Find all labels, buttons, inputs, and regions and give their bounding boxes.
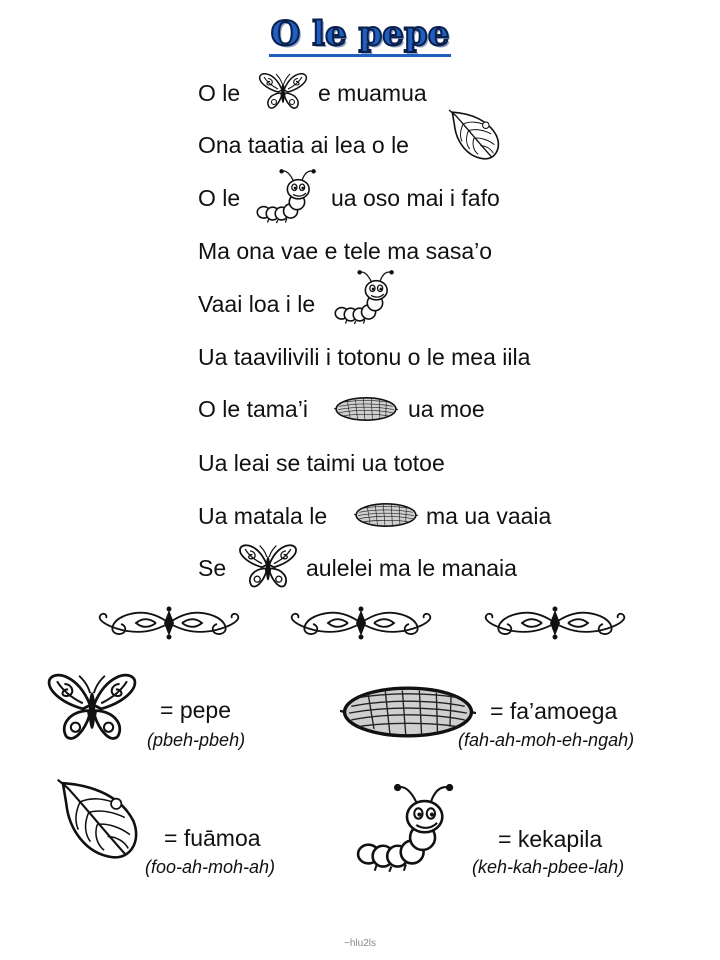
glossary-pron-pepe: (pbeh-pbeh) <box>147 730 246 750</box>
poem-line-9-end: ma ua vaaia <box>426 503 552 529</box>
flourish-ornament-icon <box>286 606 436 640</box>
poem-line-10-end: aulelei ma le manaia <box>306 555 517 581</box>
page-title: O le pepe <box>0 14 720 54</box>
poem-line-2: Ona taatia ai lea o le <box>198 132 409 158</box>
glossary-word-fuamoa: = fuāmoa <box>164 825 261 851</box>
butterfly-icon <box>46 668 138 746</box>
poem-line-7: O le tama’i <box>198 396 308 422</box>
glossary-word-kekapila: = kekapila <box>498 826 603 852</box>
poem-line-1: O le <box>198 80 241 106</box>
cocoon-icon <box>340 680 476 744</box>
butterfly-icon <box>258 70 308 112</box>
credit-text: ~hlu2ls <box>344 938 376 949</box>
poem-line-5: Vaai loa i le <box>198 291 316 317</box>
cocoon-icon <box>334 394 398 424</box>
poem-line-10: Se <box>198 555 227 581</box>
glossary-word-faamoega: = fa’amoega <box>490 698 618 724</box>
caterpillar-icon <box>334 264 398 328</box>
poem-line-7-end: ua moe <box>408 396 485 422</box>
poem-line-3: O le <box>198 185 241 211</box>
poem-line-4: Ma ona vae e tele ma sasa’o <box>198 238 493 264</box>
poem-line-8: Ua leai se taimi ua totoe <box>198 450 445 476</box>
poem-line-9: Ua matala le <box>198 503 328 529</box>
poem-line-3-end: ua oso mai i fafo <box>331 185 500 211</box>
leaf-icon <box>448 108 502 164</box>
flourish-ornament-icon <box>94 606 244 640</box>
cocoon-icon <box>354 500 418 530</box>
glossary-pron-fuamoa: (foo-ah-moh-ah) <box>145 857 276 877</box>
butterfly-icon <box>238 540 298 592</box>
poem-line-1-end: e muamua <box>318 80 427 106</box>
caterpillar-icon <box>256 166 320 224</box>
glossary-word-pepe: = pepe <box>160 697 231 723</box>
glossary-pron-faamoega: (fah-ah-moh-eh-ngah) <box>458 730 635 750</box>
flourish-ornament-icon <box>480 606 630 640</box>
poem-line-6: Ua taavilivili i totonu o le mea iila <box>198 344 531 370</box>
caterpillar-icon <box>356 778 460 874</box>
leaf-icon <box>52 778 146 864</box>
glossary-pron-kekapila: (keh-kah-pbee-lah) <box>472 857 625 877</box>
